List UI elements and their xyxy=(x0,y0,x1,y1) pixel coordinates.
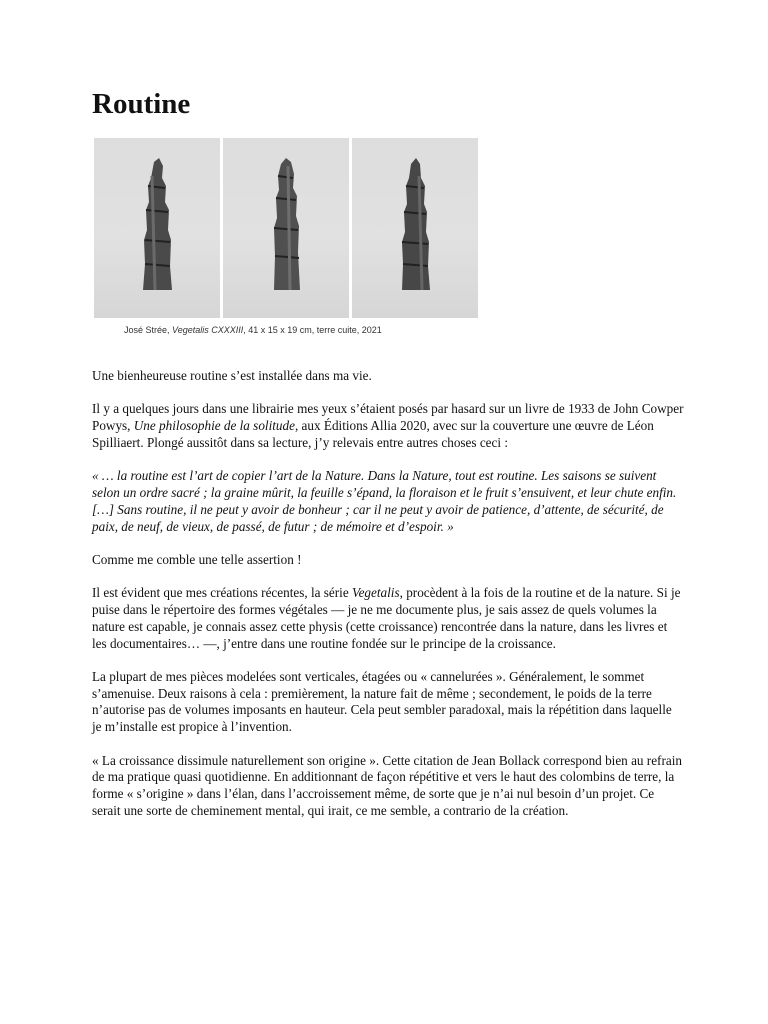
paragraph xyxy=(92,401,684,451)
paragraph: La plupart de mes pièces modelées sont verticales, étagées ou « cannelurées ». Généralement, le sommet s’amenuise. Deux raisons à cela : premièrement, la nature fait de même ; secondement, le poids de la terre n’autorise pas de volumes imposants en hauteur. Cela peut sembler paradoxal, mais la répétition dans laquelle je m’installe est propice à l’invention. xyxy=(92,668,672,735)
paragraph-text: Il y a quelques jours dans une librairie mes yeux s’étaient posés par hasard sur un livre de 1933 de John Cowper Powys, xyxy=(92,401,684,434)
sculpture-photo-side xyxy=(223,138,349,318)
paragraph-text: , aux Éditions Allia 2020, avec sur la couverture une œuvre de Léon Spilliaert. Plongé aussitôt dans sa lecture, j’y relevais entre autres choses ceci : xyxy=(92,418,654,450)
sculpture-photo-front xyxy=(94,138,220,318)
paragraph: « La croissance dissimule naturellement son origine ». Cette citation de Jean Bollack correspond bien au refrain de ma pratique quasi quotidienne. En additionnant de façon répétitive et vers le haut des colombins de terre, la forme « s’origine » dans l’élan, dans l’accroissement même, de sorte que je n’ai nul besoin d’un projet. Ce serait une sorte de cheminement mental, qui irait, ce me semble, a contrario de la création. xyxy=(92,752,682,818)
sculpture-image xyxy=(137,156,177,296)
sculpture-photo-triptych xyxy=(94,138,478,318)
caption-author: José Strée, xyxy=(124,325,173,335)
paragraph: Une bienheureuse routine s’est installée dans ma vie. xyxy=(92,368,372,383)
paragraph: Comme me comble une telle assertion ! xyxy=(92,551,302,567)
sculpture-photo-back xyxy=(352,138,478,318)
sculpture-image xyxy=(395,156,435,296)
book-title: Une philosophie de la solitude xyxy=(133,418,295,434)
paragraph-text: Il est évident que mes créations récentes, la série xyxy=(92,585,352,601)
page-title: Routine xyxy=(92,88,191,120)
sculpture-image xyxy=(266,156,306,296)
series-title: Vegetalis xyxy=(351,585,400,601)
caption-details: , 41 x 15 x 19 cm, terre cuite, 2021 xyxy=(243,325,382,335)
article-body xyxy=(92,368,684,836)
caption-work-title: Vegetalis CXXXIII xyxy=(172,325,244,335)
paragraph-text: , procèdent à la fois de la routine et de la nature. Si je puise dans le répertoire des formes végétales — je ne me documente plus, je sais assez de quels volumes la nature est capable, je connais assez cette physis (cette croissance) rencontrée dans la nature, dans les livres et les documentaires… —, j’entre dans une routine fondée sur le principe de la croissance. xyxy=(92,585,681,651)
paragraph xyxy=(92,585,684,652)
image-caption xyxy=(124,324,464,336)
block-quote: « … la routine est l’art de copier l’art de la Nature. Dans la Nature, tout est routine. Les saisons se suivent selon un ordre sacré ; la graine mûrit, la feuille s’épand, la floraison et le fruit s’ensuivent, et leur chute enfin. […] Sans routine, il ne peut y avoir de bonheur ; car il ne peut y avoir de patience, d’attente, de sécurité, de paix, de neuf, de vieux, de passé, de futur ; de mémoire et d’espoir. » xyxy=(92,468,677,534)
